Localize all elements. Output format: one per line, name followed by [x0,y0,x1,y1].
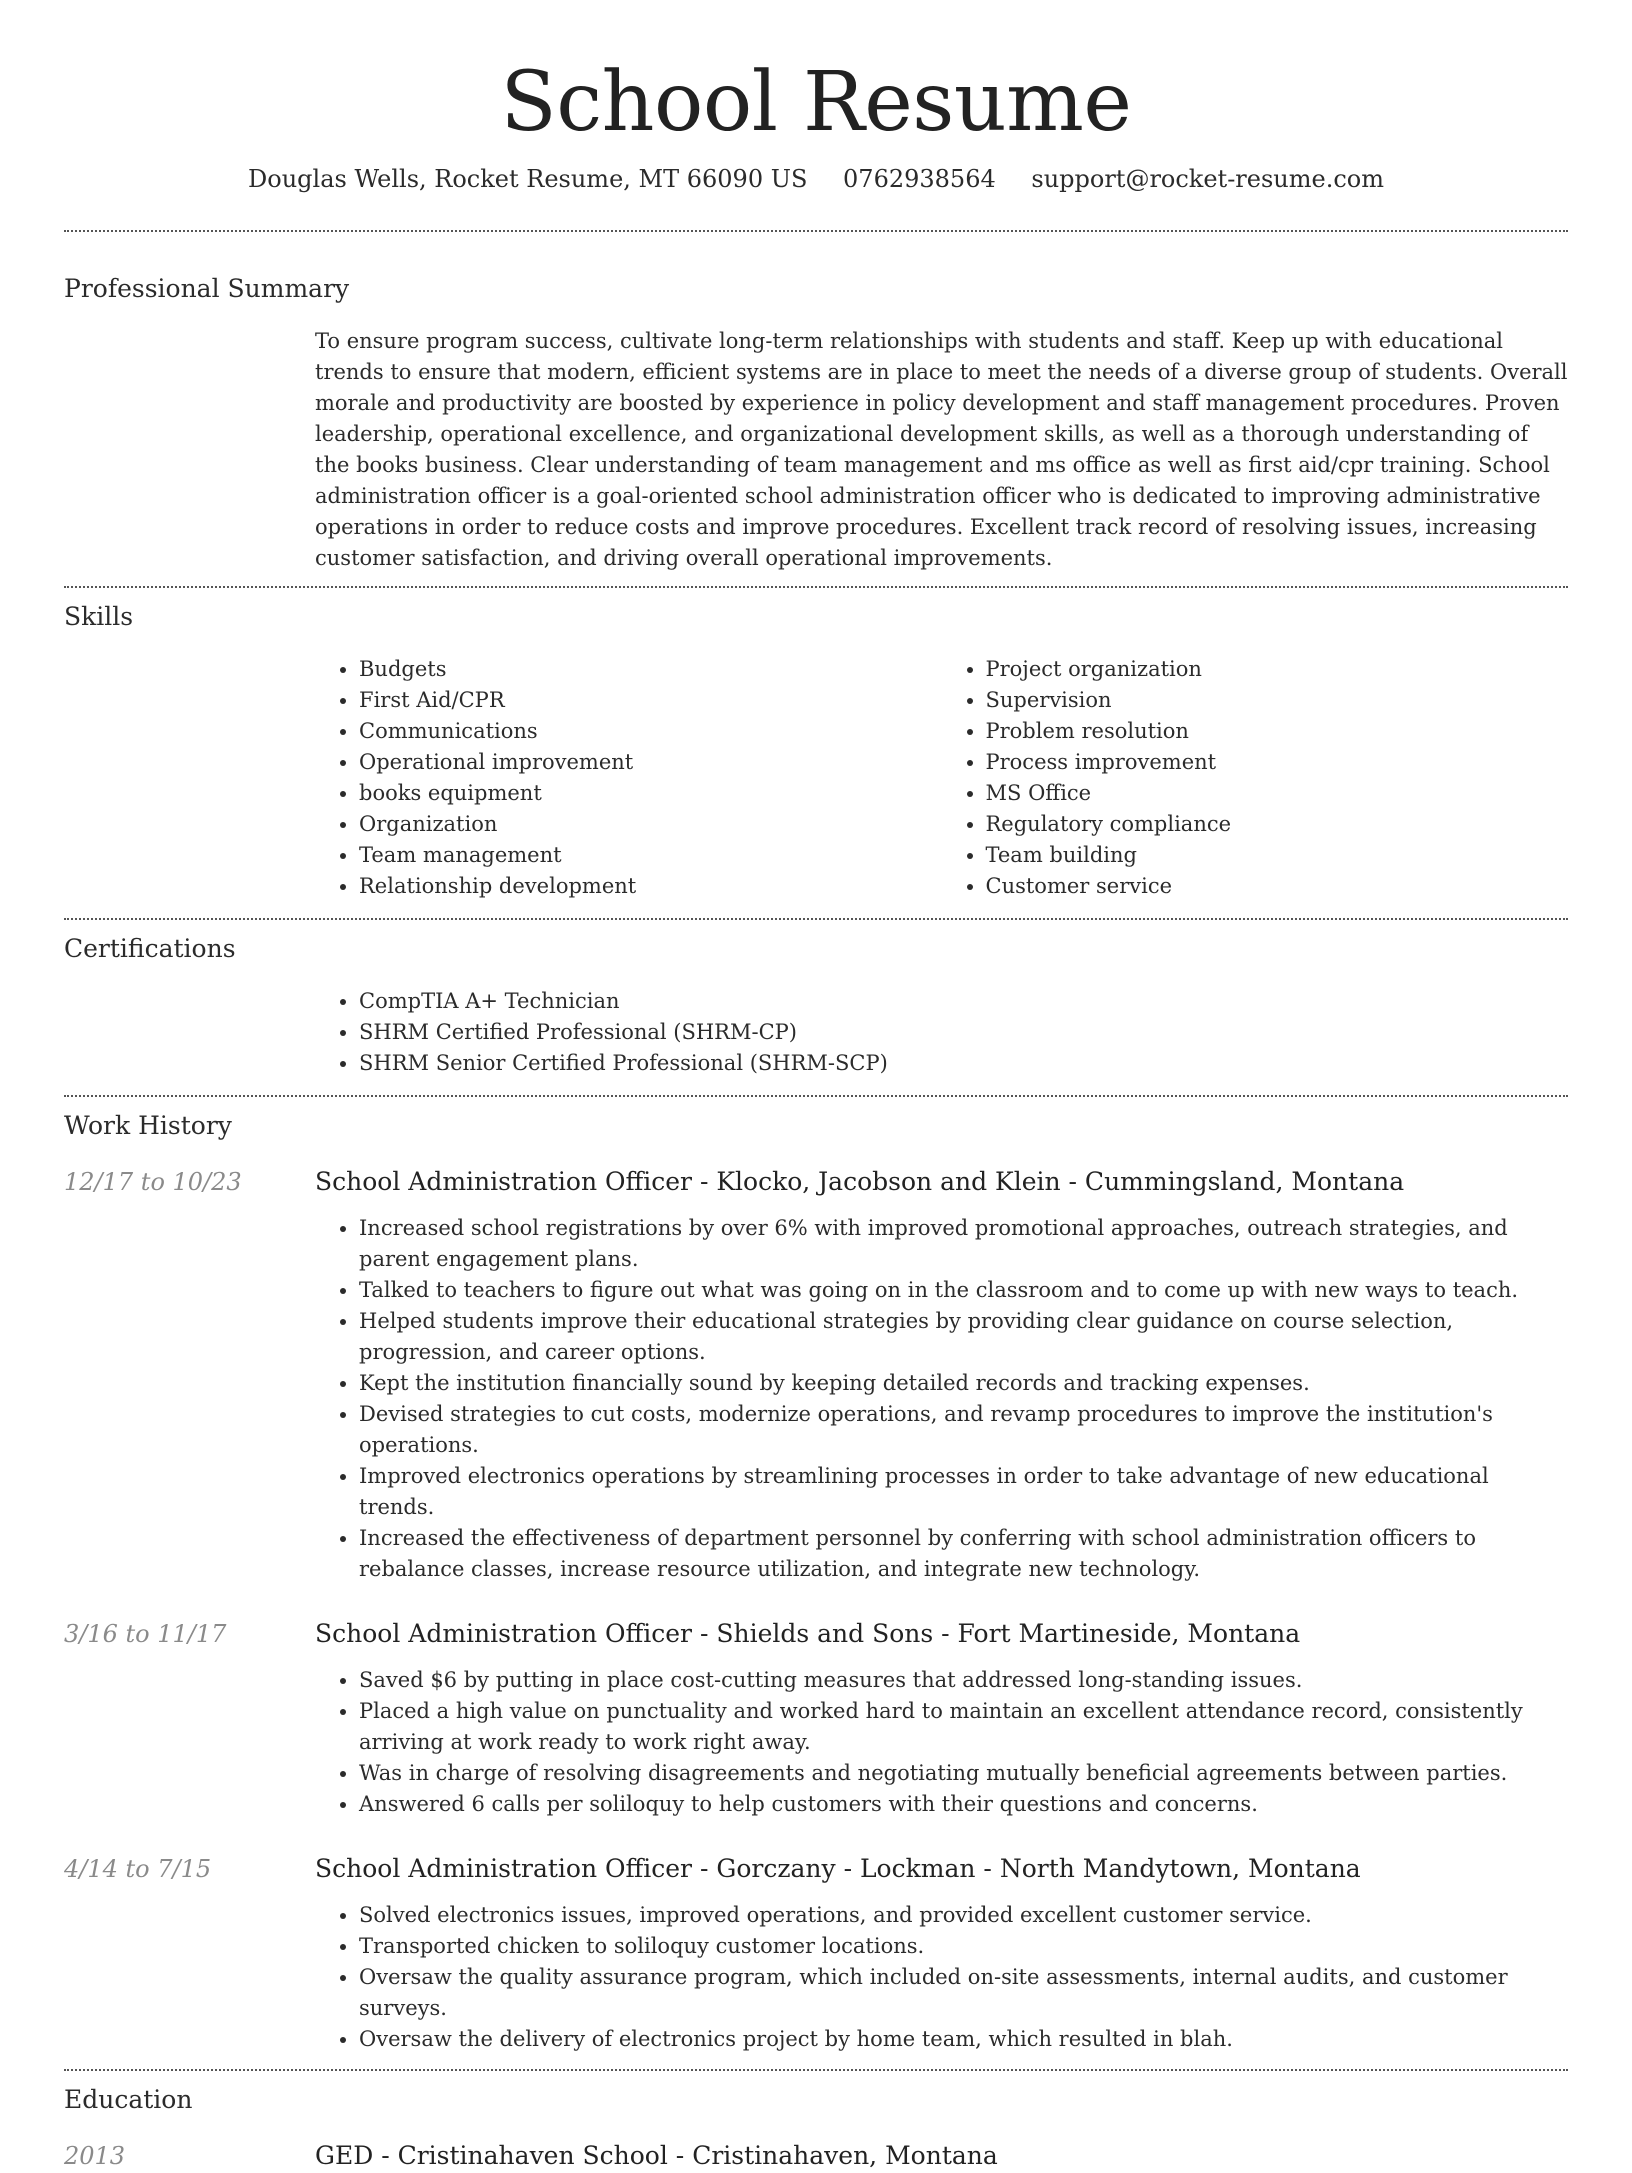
contact-email[interactable]: support@rocket-resume.com [1031,165,1384,193]
job-title: School Administration Officer - Shields and Sons - Fort Martineside, Montana [315,1619,1301,1648]
skill-item: • Relationship development [359,871,942,902]
contact-line [64,162,1568,196]
skills-section [64,588,1568,918]
summary-text: To ensure program success, cultivate long-term relationships with students and staff. Keep up with educational trends to ensure that modern, efficient systems are in place to meet the needs of a diverse group of students. Overall morale and productivity are boosted by experience in policy development and staff management procedures. Proven leadership, operational excellence, and organizational development skills, as well as a thorough understanding of the books business. Clear understanding of team management and ms office as well as first aid/cpr training. School administration officer is a goal-oriented school administration officer who is dedicated to improving administrative operations in order to reduce costs and improve procedures. Excellent track record of resolving issues, increasing customer satisfaction, and driving overall operational improvements. [315,329,1568,570]
job-bullet: • Talked to teachers to figure out what was going on in the classroom and to come up with new ways to teach. [359,1275,1568,1306]
job-bullet: • Increased the effectiveness of department personnel by conferring with school administration officers to rebalance classes, increase resource utilization, and integrate new technology. [359,1523,1568,1585]
skill-item: • Team management [359,840,942,871]
job-title: School Administration Officer - Klocko, Jacobson and Klein - Cummingsland, Montana [315,1167,1405,1196]
certification-item: • CompTIA A+ Technician [359,986,1568,1017]
job-bullet: • Kept the institution financially sound by keeping detailed records and tracking expenses. [359,1368,1568,1399]
job-date: 12/17 to 10/23 [64,1168,242,1196]
job-bullet: • Helped students improve their educational strategies by providing clear guidance on course selection, progression, and career options. [359,1306,1568,1368]
certifications-content [315,986,1568,1095]
skill-item: • Organization [359,809,942,840]
job-details [315,1900,1568,2055]
education-title: GED - Cristinahaven School - Cristinahaven, Montana [315,2141,998,2170]
skill-item: • books equipment [359,778,942,809]
education-heading: Education [64,2085,193,2114]
certification-item: • SHRM Certified Professional (SHRM-CP) [359,1017,1568,1048]
certifications-list [315,986,1568,1079]
job-bullet: • Oversaw the quality assurance program, which included on-site assessments, internal audits, and customer surveys. [359,1962,1568,2024]
skills-grid [315,654,1568,918]
skill-item: • Supervision [986,685,1569,716]
skill-item: • Budgets [359,654,942,685]
skills-list-left [315,654,942,902]
work-history-heading: Work History [64,1111,232,1140]
skill-item: • MS Office [986,778,1569,809]
skill-item: • Regulatory compliance [986,809,1569,840]
job-date: 3/16 to 11/17 [64,1620,227,1648]
job-bullets [315,1665,1568,1820]
skill-item: • First Aid/CPR [359,685,942,716]
certification-item: • SHRM Senior Certified Professional (SHRM-SCP) [359,1048,1568,1079]
certifications-heading: Certifications [64,934,236,963]
education-entry [64,2139,1568,2173]
education-date: 2013 [64,2142,126,2170]
education-section [64,2071,1568,2173]
skill-item: • Project organization [986,654,1569,685]
job-bullet: • Saved $6 by putting in place cost-cutting measures that addressed long-standing issues. [359,1665,1568,1696]
job-entry [64,1165,1568,1585]
summary-heading: Professional Summary [64,274,350,303]
skill-item: • Operational improvement [359,747,942,778]
certifications-section [64,920,1568,1095]
job-bullet: • Oversaw the delivery of electronics project by home team, which resulted in blah. [359,2024,1568,2055]
job-entry [64,1617,1568,1820]
skill-item: • Communications [359,716,942,747]
contact-phone[interactable]: 0762938564 [843,165,996,193]
job-title: School Administration Officer - Gorczany - Lockman - North Mandytown, Montana [315,1854,1361,1883]
job-bullets [315,1213,1568,1585]
job-bullet: • Improved electronics operations by streamlining processes in order to take advantage of new educational trends. [359,1461,1568,1523]
skill-item: • Customer service [986,871,1569,902]
job-bullet: • Solved electronics issues, improved operations, and provided excellent customer service. [359,1900,1568,1931]
skills-heading: Skills [64,602,134,631]
job-bullet: • Increased school registrations by over 6% with improved promotional approaches, outreach strategies, and parent engagement plans. [359,1213,1568,1275]
job-details [315,1213,1568,1585]
work-history-section [64,1097,1568,2069]
job-bullet: • Placed a high value on punctuality and worked hard to maintain an excellent attendance record, consistently arriving at work ready to work right away. [359,1696,1568,1758]
job-details [315,1665,1568,1820]
skills-list-right [942,654,1569,902]
contact-address: Douglas Wells, Rocket Resume, MT 66090 US [248,165,808,193]
job-bullet: • Devised strategies to cut costs, modernize operations, and revamp procedures to improve the institution's operations. [359,1399,1568,1461]
job-bullet: • Answered 6 calls per soliloquy to help customers with their questions and concerns. [359,1789,1568,1820]
skill-item: • Team building [986,840,1569,871]
job-bullets [315,1900,1568,2055]
skill-item: • Process improvement [986,747,1569,778]
resume-page [64,0,1568,2173]
job-entry [64,1852,1568,2069]
job-bullet: • Was in charge of resolving disagreements and negotiating mutually beneficial agreements between parties. [359,1758,1568,1789]
job-date: 4/14 to 7/15 [64,1855,212,1883]
resume-title: School Resume [500,55,1132,150]
summary-section [64,232,1568,586]
skill-item: • Problem resolution [986,716,1569,747]
job-bullet: • Transported chicken to soliloquy customer locations. [359,1931,1568,1962]
